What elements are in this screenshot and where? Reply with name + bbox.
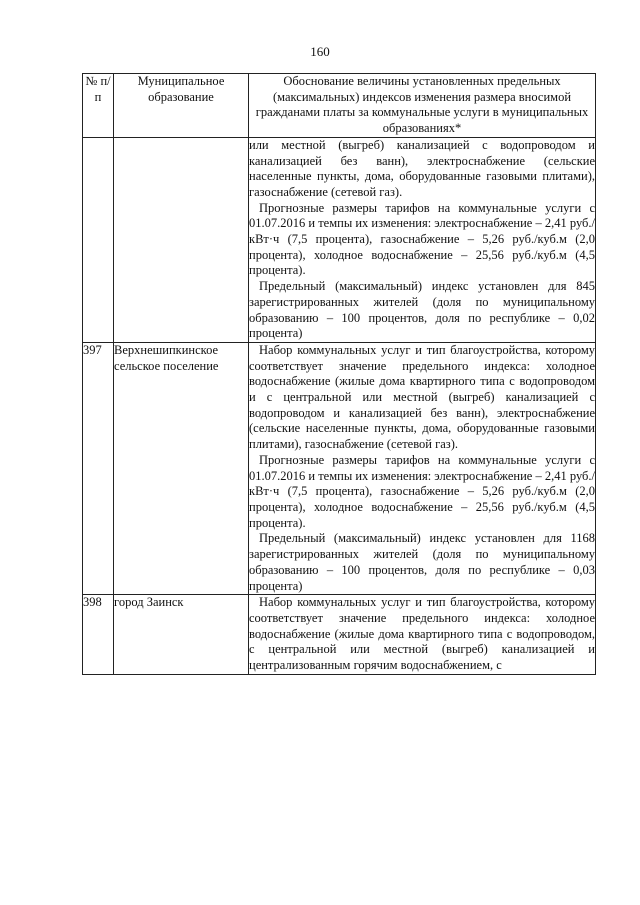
justification-paragraph: Предельный (максимальный) индекс установлен для 845 зарегистрированных жителей (доля по муниципальному образованию – 100 процентов, доля по республике – 0,02 процента) bbox=[249, 279, 595, 341]
header-number: № п/п bbox=[83, 74, 114, 138]
table-row bbox=[83, 137, 596, 342]
row-municipality bbox=[114, 137, 249, 342]
row-justification bbox=[249, 342, 596, 594]
table-header-row bbox=[83, 74, 596, 138]
row-number bbox=[83, 137, 114, 342]
table-row bbox=[83, 595, 596, 675]
row-municipality: город Заинск bbox=[114, 595, 249, 675]
table-row bbox=[83, 342, 596, 594]
row-number: 397 bbox=[83, 342, 114, 594]
row-number: 398 bbox=[83, 595, 114, 675]
justification-paragraph: Набор коммунальных услуг и тип благоустройства, которому соответствует значение предельного индекса: холодное водоснабжение (жилые дома квартирного типа с водопроводом, с центральной или местной (выгреб) канализацией и централизованным горячим водоснабжением, с bbox=[249, 595, 595, 673]
justification-paragraph: Предельный (максимальный) индекс установлен для 1168 зарегистрированных жителей (доля по муниципальному образованию – 100 процентов, доля по республике – 0,03 процента) bbox=[249, 531, 595, 593]
justification-paragraph: или местной (выгреб) канализацией с водопроводом и канализацией без ванн), электроснабжение (сельские населенные пункты, дома, оборудованные газовыми плитами), газоснабжение (сетевой газ). bbox=[249, 137, 595, 199]
tariff-index-table bbox=[82, 73, 596, 675]
page-number: 160 bbox=[310, 44, 330, 59]
row-justification bbox=[249, 595, 596, 675]
justification-paragraph: Прогнозные размеры тарифов на коммунальные услуги с 01.07.2016 и темпы их изменения: электроснабжение – 2,41 руб./кВт·ч (7,5 процента), газоснабжение – 5,26 руб./куб.м (2,0 процента), холодное водоснабжение – 25,56 руб./куб.м (4,5 процента). bbox=[249, 452, 595, 530]
header-justification: Обоснование величины установленных предельных (максимальных) индексов изменения размера вносимой гражданами платы за коммунальные услуги в муниципальных образованиях* bbox=[249, 74, 596, 138]
row-justification bbox=[249, 137, 596, 342]
justification-paragraph: Прогнозные размеры тарифов на коммунальные услуги с 01.07.2016 и темпы их изменения: электроснабжение – 2,41 руб./кВт·ч (7,5 процента), газоснабжение – 5,26 руб./куб.м (2,0 процента), холодное водоснабжение – 25,56 руб./куб.м (4,5 процента). bbox=[249, 200, 595, 278]
justification-paragraph: Набор коммунальных услуг и тип благоустройства, которому соответствует значение предельного индекса: холодное водоснабжение (жилые дома квартирного типа с водопроводом и с центральной или местной (выгреб) канализацией с водопроводом и канализацией без ванн), электроснабжение (сельские населенные пункты, дома, оборудованные газовыми плитами), газоснабжение (сетевой газ). bbox=[249, 342, 595, 452]
row-municipality: Верхнешипкинское сельское поселение bbox=[114, 342, 249, 594]
header-municipality: Муниципальное образование bbox=[114, 74, 249, 138]
